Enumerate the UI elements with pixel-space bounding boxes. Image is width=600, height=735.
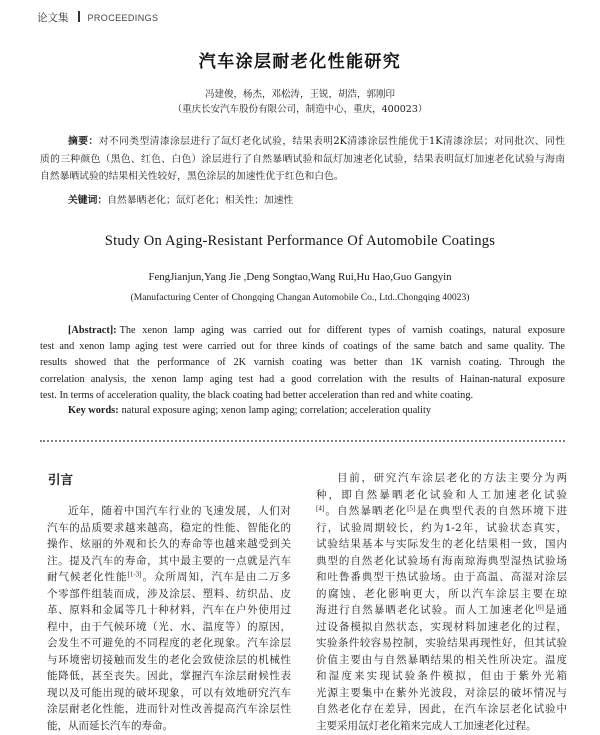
text-line xyxy=(316,718,567,735)
text-run: 海进行自然暴晒老化试验。而人工加速老化 xyxy=(316,604,536,616)
text-run: 。众所周知，汽车是由二万多 xyxy=(141,571,291,583)
text-run: 是在典型代表的自然环境下进 xyxy=(415,505,567,517)
citation-mark: [4] xyxy=(316,504,325,513)
text-line xyxy=(47,503,291,520)
text-line xyxy=(47,619,291,636)
text-run: 实验条件较容易控制，实验结果再现性好，但其试验 xyxy=(316,637,567,649)
text-line xyxy=(47,602,291,619)
text-line xyxy=(40,133,565,151)
text-line xyxy=(316,520,567,537)
text-line xyxy=(316,569,567,586)
text-line xyxy=(47,701,291,718)
text-line xyxy=(316,652,567,669)
text-run: 的腐蚀、老化影响更大，所以汽车涂层主要在琼 xyxy=(316,587,567,600)
text-line xyxy=(316,487,567,504)
text-run: test and xenon lamp aging test were carried out for three kinds of coatings of the same batch and same quality. The xyxy=(40,341,565,353)
text-run: 和吐鲁番典型干热试验场。由于高温、高湿对涂层 xyxy=(316,571,567,583)
abstract-label: 摘要： xyxy=(68,136,99,147)
text-line xyxy=(40,323,565,339)
abstract-label: [Abstract]: xyxy=(68,325,117,336)
text-run: 目前，研究汽车涂层老化的方法主要分为两 xyxy=(337,472,567,484)
text-line xyxy=(316,668,567,685)
text-line xyxy=(47,652,291,669)
header-divider xyxy=(78,11,80,22)
text-run: 能，从而延长汽车的寿命。 xyxy=(47,719,173,732)
keywords-text-cn: 自然暴晒老化；氙灯老化；相关性；加速性 xyxy=(107,195,294,206)
text-run: The xenon lamp aging was carried out for different types of varnish coatings, natural exposure xyxy=(119,325,565,336)
text-line xyxy=(40,168,565,186)
text-run: correlation analysis, the xenon lamp aging test had a good correlation with the results of Hainan-natural exposure xyxy=(40,373,565,385)
text-run: 。自然暴晒老化 xyxy=(324,505,408,517)
keywords-label-en: Key words: xyxy=(68,405,119,416)
text-run: 会发生不可避免的不同程度的老化现象。汽车涂层 xyxy=(47,637,291,649)
text-line xyxy=(47,520,291,537)
text-line xyxy=(47,635,291,652)
citation-mark: [6] xyxy=(535,603,544,612)
authors-cn: 冯建俊，杨杰，邓松涛，王锐，胡浩，郭刚印 xyxy=(204,89,395,100)
text-run: 个零部件组装而成，涉及涂层、塑料、纺织品、皮 xyxy=(47,587,291,600)
abstract-cn xyxy=(40,133,565,186)
text-line xyxy=(40,151,565,169)
text-line xyxy=(40,339,565,355)
text-run: 程中，由于气候环境（光、水、温度等）的原因， xyxy=(47,620,291,633)
text-run: 质的三种颜色（黑色、红色、白色）涂层进行了自然暴晒试验和氙灯加速老化试验，结果表明氙灯加速老化试验与海南 xyxy=(40,153,565,165)
intro-paragraph-left xyxy=(47,503,291,734)
affiliation-en: (Manufacturing Center of Chongqing Changan Automobile Co., Ltd..Chongqing 40023) xyxy=(130,292,470,303)
text-line xyxy=(316,536,567,553)
keywords-text-en: natural exposure aging; xenon lamp aging; correlation; acceleration quality xyxy=(121,405,431,416)
text-run: 自然老化存在差异，因此，在汽车涂层老化试验中 xyxy=(316,703,567,715)
section-heading-introduction: 引言 xyxy=(48,472,74,487)
text-run: 和湿度来实现试验条件模拟，但由于紫外光箱 xyxy=(316,670,567,682)
text-run: 是通 xyxy=(543,604,567,616)
text-line xyxy=(316,701,567,718)
keywords-cn xyxy=(40,192,593,210)
text-line xyxy=(40,372,565,388)
text-run: 价值主要由与自然暴晒结果的相关性所决定。温度 xyxy=(316,653,567,666)
authors-en: FengJianjun,Yang Jie ,Deng Songtao,Wang Rui,Hu Hao,Guo Gangyin xyxy=(148,271,452,283)
text-line xyxy=(316,586,567,603)
text-run: 行，试验周期较长，约为1-2年，试验状态真实， xyxy=(316,521,567,534)
text-run: 对不同类型清漆涂层进行了氙灯老化试验，结果表明2K清漆涂层性能优于1K清漆涂层；对同批次、同性 xyxy=(98,136,565,147)
text-run: 自然暴晒试验的结果相关性较好，黑色涂层的加速性优于红色和白色。 xyxy=(40,171,344,182)
text-line xyxy=(40,388,565,404)
text-line xyxy=(316,553,567,570)
text-line xyxy=(316,685,567,702)
text-run: results showed that the performance of 2K varnish coating was better than 1K varnish coating. Through the xyxy=(40,357,565,369)
journal-header xyxy=(37,10,158,26)
text-line xyxy=(316,602,567,619)
text-line xyxy=(47,668,291,685)
text-run: 种，即自然暴晒老化试验和人工加速老化试验 xyxy=(316,488,567,501)
section-label: 论文集 xyxy=(37,12,69,24)
proceedings-label: PROCEEDINGS xyxy=(87,13,159,23)
text-run: 试验结果基本与实际发生的老化结果相一致，国内 xyxy=(316,538,567,550)
abstract-en xyxy=(40,323,565,404)
text-run: 耐气候老化性能 xyxy=(47,571,128,583)
text-run: 操作、炫丽的外观和长久的寿命等也越来越受到关 xyxy=(47,538,291,550)
paper-title-en: Study On Aging-Resistant Performance Of Automobile Coatings xyxy=(104,233,496,249)
text-line xyxy=(47,569,291,586)
text-run: 革、原料和金属等几十种材料，汽车在户外使用过 xyxy=(47,604,291,616)
text-line xyxy=(316,619,567,636)
keywords-label-cn: 关键词： xyxy=(68,195,108,206)
text-run: test. In terms of acceleration quality, the black coating had better acceleration than red and white coating. xyxy=(40,389,474,401)
text-line xyxy=(47,536,291,553)
section-divider xyxy=(40,440,565,442)
text-run: 光源主要集中在紫外光波段，对涂层的破坏情况与 xyxy=(316,686,567,699)
text-run: 能降低，甚至丧失。因此，掌握汽车涂层耐候性表 xyxy=(47,670,291,682)
intro-paragraph-right xyxy=(316,470,567,734)
text-run: 过设备模拟自然状态，实现材料加速老化的过程， xyxy=(316,620,567,633)
citation-mark: [5] xyxy=(407,504,416,513)
text-run: 涂层耐老化性能，进而针对性改善提高汽车涂层性 xyxy=(47,703,291,715)
text-run: 近年，随着中国汽车行业的飞速发展，人们对 xyxy=(68,505,291,517)
text-line xyxy=(47,553,291,570)
text-run: 现以及可能出现的破坏现象，可以有效地研究汽车 xyxy=(47,686,291,699)
text-run: 汽车的品质要求越来越高，稳定的性能、智能化的 xyxy=(47,521,291,534)
paper-title-cn: 汽车涂层耐老化性能研究 xyxy=(198,52,402,72)
text-run: 注。提及汽车的寿命，其中最主要的一点就是汽车 xyxy=(47,554,291,567)
text-line xyxy=(316,635,567,652)
citation-mark: [1-3] xyxy=(127,570,142,579)
text-run: 与环境密切接触而发生的老化会致使涂层的机械性 xyxy=(47,653,291,666)
text-run: 主要采用氙灯老化箱来完成人工加速老化过程。 xyxy=(316,719,537,732)
text-line xyxy=(47,685,291,702)
text-run: 典型的自然老化试验场有海南琼海典型湿热试验场 xyxy=(316,554,567,567)
text-line xyxy=(47,586,291,603)
text-line xyxy=(316,470,567,487)
text-line xyxy=(40,355,565,371)
text-line xyxy=(316,503,567,520)
text-line xyxy=(47,718,291,735)
affiliation-cn: （重庆长安汽车股份有限公司，制造中心，重庆，400023） xyxy=(172,104,428,115)
keywords-en xyxy=(40,403,593,419)
